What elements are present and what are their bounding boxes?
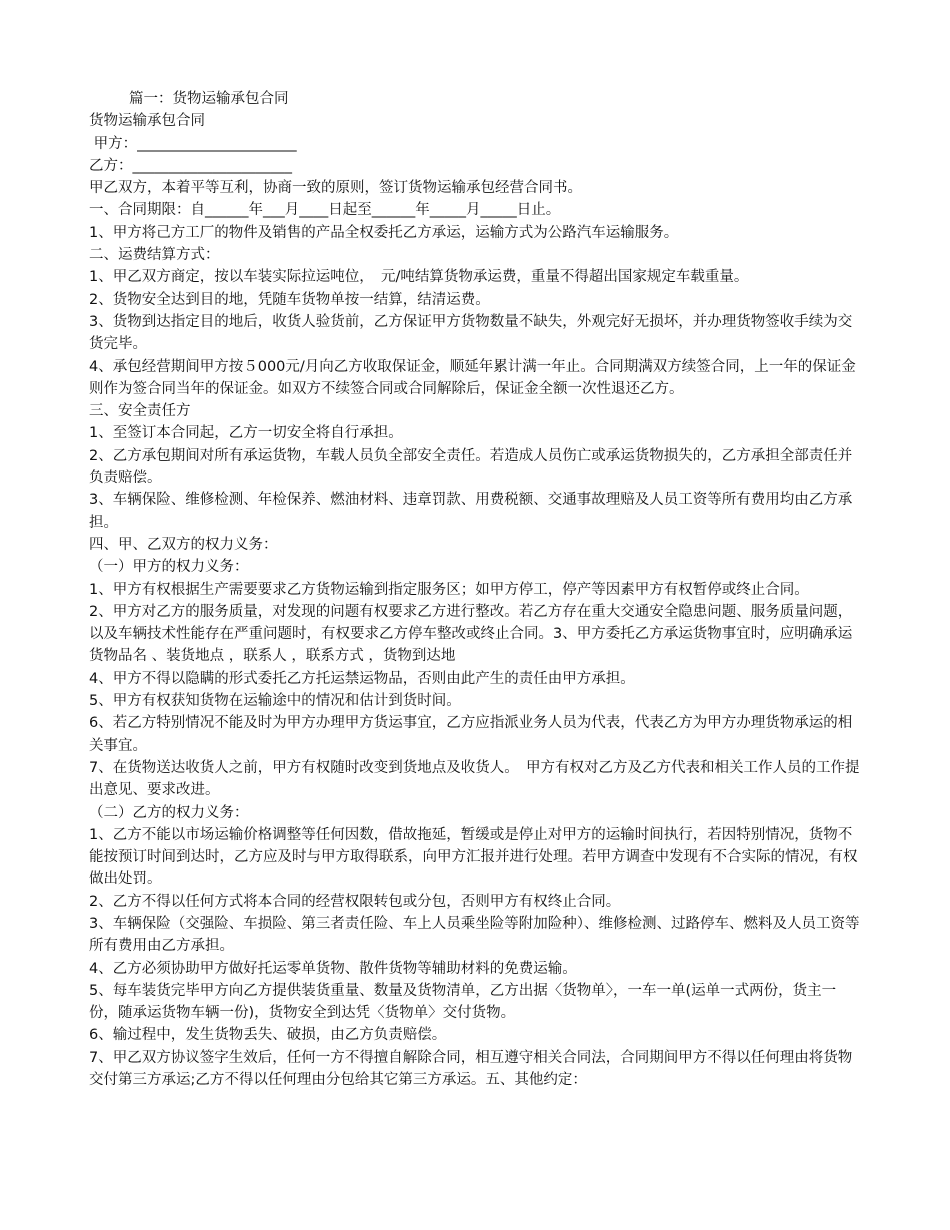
paragraph: 7、甲乙双方协议签字生效后，任何一方不得擅自解除合同，相互遵守相关合同法，合同期间甲方不得以任何理由将货物交付第三方承运;乙方不得以任何理由分包给其它第三方承运。五、其他约定：	[89, 1049, 853, 1089]
paragraph: 1、甲方将己方工厂的物件及销售的产品全权委托乙方承运，运输方式为公路汽车运输服务。	[89, 224, 679, 241]
paragraph: 1、甲方有权根据生产需要要求乙方货物运输到指定服务区；如甲方停工，停产等因素甲方有权暂停或终止合同。	[89, 581, 809, 598]
paragraph: 3、车辆保险、维修检测、年检保养、燃油材料、违章罚款、用费税额、交通事故理赔及人员工资等所有费用均由乙方承担。	[89, 492, 853, 531]
paragraph: 2、乙方承包期间对所有承运货物，车载人员负全部安全责任。若造成人员伤亡或承运货物损失的，乙方承担全部责任并负责赔偿。	[89, 447, 853, 487]
paragraph: 5、每车装货完毕甲方向乙方提供装货重量、数量及货物清单，乙方出据〈货物单〉，一车一单(运单一式两份，货主一份，随承运货物车辆一份)，货物安全到达凭〈货物单〉交付货物。	[89, 982, 837, 1022]
paragraph: 6、输过程中，发生货物丢失、破损，由乙方负责赔偿。	[89, 1027, 447, 1044]
paragraph: 7、在货物送达收货人之前，甲方有权随时改变到货地点及收货人。 甲方有权对乙方及乙方代表和相关工作人员的工作提出意见、要求改进。	[89, 759, 860, 799]
section-subheading: 四、甲、乙双方的权力义务：	[89, 536, 278, 553]
party-a-field: 甲方：______________________	[89, 135, 297, 152]
section-heading: 篇一：货物运输承包合同	[129, 91, 289, 107]
paragraph: 2、乙方不得以任何方式将本合同的经营权限转包或分包，否则甲方有权终止合同。	[89, 893, 621, 910]
paragraph: 3、车辆保险（交强险、车损险、第三者责任险、车上人员乘坐险等附加险种）、维修检测、过路停车、燃料及人员工资等所有费用由乙方承担。	[89, 915, 860, 955]
contract-document	[89, 88, 864, 1091]
document-title: 货物运输承包合同	[89, 113, 205, 130]
party-b-field: 乙方：______________________	[89, 157, 292, 174]
section-subheading: 三、安全责任方	[89, 403, 191, 420]
section-subheading: （二）乙方的权力义务：	[89, 804, 249, 821]
paragraph: 4、甲方不得以隐瞒的形式委托乙方托运禁运物品，否则由此产生的责任由甲方承担。	[89, 670, 635, 687]
section-subheading: （一）甲方的权力义务：	[89, 559, 249, 576]
paragraph: 5、甲方有权获知货物在运输途中的情况和估计到货时间。	[89, 693, 461, 710]
paragraph: 4、乙方必须协助甲方做好托运零单货物、散件货物等辅助材料的免费运输。	[89, 960, 577, 977]
paragraph: 4、承包经营期间甲方按５000元/月向乙方收取保证金，顺延年累计满一年止。合同期满双方续签合同，上一年的保证金则作为签合同当年的保证金。如双方不续签合同或合同解除后，保证金全额一次性退还乙方。	[89, 358, 856, 397]
paragraph: 2、货物安全达到目的地，凭随车货物单按一结算，结清运费。	[89, 291, 490, 308]
paragraph: 2、甲方对乙方的服务质量，对发现的问题有权要求乙方进行整改。若乙方存在重大交通安全隐患问题、服务质量问题，以及车辆技术性能存在严重问题时，有权要求乙方停车整改或终止合同。3、甲方委托乙方承运货物事宜时，应明确承运货物品名 、装货地点 ，联系人 ，联系方式 ，货物到达地	[89, 603, 853, 665]
paragraph: 6、若乙方特别情况不能及时为甲方办理甲方货运事宜，乙方应指派业务人员为代表，代表乙方为甲方办理货物承运的相关事宜。	[89, 715, 853, 754]
paragraph: 1、至签订本合同起，乙方一切安全将自行承担。	[89, 425, 403, 442]
paragraph: 甲乙双方，本着平等互利，协商一致的原则，签订货物运输承包经营合同书。	[89, 180, 582, 197]
paragraph: 1、乙方不能以市场运输价格调整等任何因数，借故拖延，暂缓或是停止对甲方的运输时间执行，若因特别情况，货物不能按预订时间到达时，乙方应及时与甲方取得联系，向甲方汇报并进行处理。若甲方调查中发现有不合实际的情况，有权做出处罚。	[89, 826, 858, 888]
paragraph: 3、货物到达指定目的地后，收货人验货前，乙方保证甲方货物数量不缺失，外观完好无损坏，并办理货物签收手续为交货完毕。	[89, 313, 853, 353]
section-subheading: 二、运费结算方式：	[89, 247, 220, 264]
paragraph: 1、甲乙双方商定，按以车装实际拉运吨位， 元/吨结算货物承运费，重量不得超出国家规定车载重量。	[89, 269, 749, 286]
paragraph: 一、合同期限：自______年___月____日起至______年_____月_____日止。	[89, 202, 561, 219]
